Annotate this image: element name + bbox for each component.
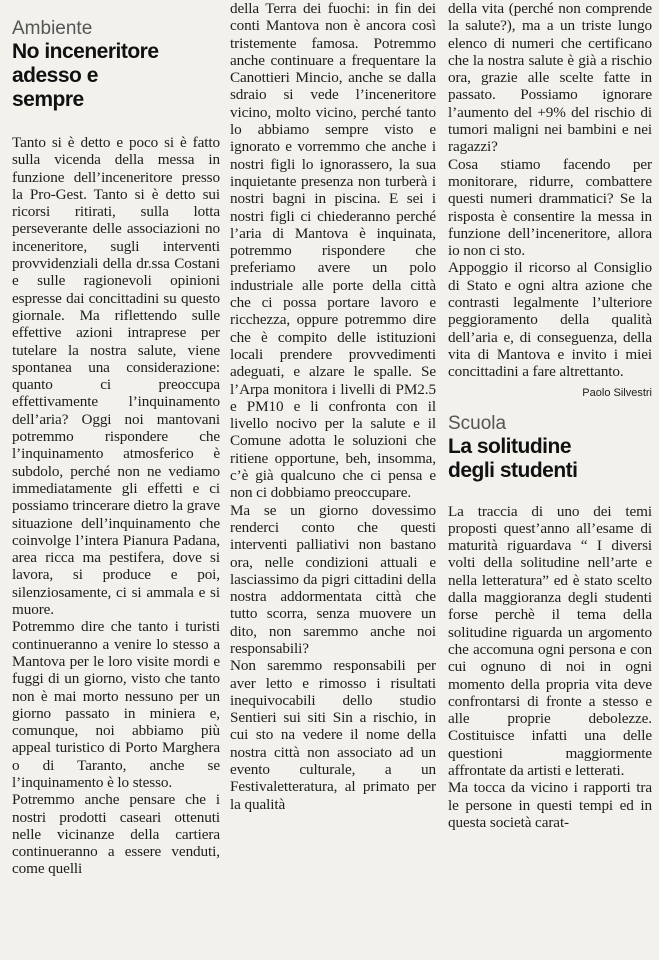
article-body (12, 134, 220, 878)
paragraph: Cosa stiamo facendo per monitorare, ridurre, combattere questi numeri drammatici? Se la risposta è consentire la messa in funzione dell’inceneritore, allora io non ci sto. (448, 155, 652, 260)
paragraph: La traccia di uno dei temi proposti quest’anno all’esame di maturità riguardava “ I diversi volti della solitudine nell’arte e nella letteratura” ed è stato scelto dalla maggioranza degli studenti forse perchè il tema della solitudine riguarda un argomento che accomuna ogni persona e con cui ognuno di noi in ogni momento della propria vita deve confrontarsi di fronte a stesso e alle proprie debolezze. Costituisce infatti una delle questioni maggiormente affrontate da artisti e letterati. (448, 502, 652, 779)
paragraph: Potremmo anche pensare che i nostri prodotti caseari ottenuti nelle vicinanze della cartiera continueranno a essere venduti, come quelli (12, 791, 220, 878)
article-headline: La solitudine degli studenti (448, 434, 578, 482)
article-headline: No inceneritore adesso e sempre (12, 40, 159, 111)
paragraph: della vita (perché non comprende la salute?), ma a un triste lungo elenco di numeri che certificano che la nostra salute è già a rischio ora, grazie alle scelte fatte in passato. Possiamo ignorare l’aumento del +9% del rischio di tumori maligni nei bambini e nei ragazzi? (448, 0, 652, 156)
paragraph: Appoggio il ricorso al Consiglio di Stato e ogni altra azione che contrasti legalmente l’ulteriore peggioramento della qualità dell’aria e, di conseguenza, della vita di Mantova e invito i miei concittadini a fare altrettanto. (448, 259, 652, 381)
column-3 (448, 0, 652, 831)
paragraph: Ma tocca da vicino i rapporti tra le persone in questi tempi ed in questa società carat- (448, 779, 652, 831)
article-kicker: Ambiente (12, 18, 93, 39)
column-1 (12, 0, 220, 878)
column-2 (230, 0, 436, 813)
article-body (448, 503, 652, 832)
article-kicker: Scuola (448, 412, 507, 434)
article-body (230, 0, 436, 813)
article-signature: Paolo Silvestri (582, 386, 652, 399)
paragraph: Non saremmo responsabili per aver letto e rimosso i risultati inequivocabili dello studio Sentieri sui siti Sin a rischio, in cui sto na vedere il nome della nostra città non associato ad un evento culturale, a un Festivaletteratura, al primato per la qualità (230, 657, 436, 813)
paragraph: Tanto si è detto e poco si è fatto sulla vicenda della messa in funzione dell’inceneritore presso la Pro-Gest. Tanto si è detto sui ricorsi ritirati, sulla lotta perseverante delle associazioni no inceneritore, sugli interventi provvidenziali della dr.ssa Costani e sulle ragionevoli opinioni espresse dai concittadini su questo giornale. Ma riflettendo sulle effettive azioni intraprese per tutelare la nostra salute, viene spontanea una considerazione: quanto ci preoccupa effettivamente l’inquinamento dell’aria? Oggi noi mantovani potremmo rispondere che l’inquinamento atmosferico è subdolo, perché non ne vediamo immediatamente gli effetti e ci possiamo trincerare dietro la grave situazione dell’inquinamento che coinvolge l’intera Pianura Padana, area ricca ma pestifera, dove si lavora, si produce e poi, silenziosamente, ci si ammala e si muore. (12, 134, 220, 619)
paragraph: Ma se un giorno dovessimo renderci conto che questi interventi palliativi non bastano ora, nelle condizioni attuali e lasciassimo da pigri cittadini della nostra addormentata città che tutto scorra, senza muovere un dito, non saremmo anche noi responsabili? (230, 501, 436, 657)
paragraph: della Terra dei fuochi: in fin dei conti Mantova non è ancora così tristemente famosa. Potremmo anche continuare a frequentare la Canottieri Mincio, anche se dalla sdraio si vede l’inceneritore vicino, molto vicino, perché tanto lo abbiamo sempre visto e ignorato e vorremmo che anche i nostri figli lo ignorassero, la sua inquietante presenza non turberà i nostri bagni in piscina. E sei i nostri figli ci chiederanno perché l’aria di Mantova è inquinata, potremmo rispondere che preferiamo avere un polo industriale alle porte della città che ci possa portare lavoro e ricchezza, oppure potremmo dire che è compito delle istituzioni locali prendere provvedimenti adeguati, e alzare le spalle. Se l’Arpa monitora i livelli di PM2.5 e PM10 e li confronta con il livello nocivo per la salute e il Comune adotta le soluzioni che ritiene opportune, beh, insomma, c’è già qualcuno che ci pensa e non ci dobbiamo preoccupare. (230, 0, 436, 502)
paragraph: Potremmo dire che tanto i turisti continueranno a venire lo stesso a Mantova per le loro visite mordi e fuggi di un giorno, visto che tanto non è mai morto nessuno per un giorno passato in miniera e, comunque, noi abbiamo più appeal turistico di Porto Marghera o di Taranto, anche se l’inquinamento è lo stesso. (12, 618, 220, 791)
article-body (448, 0, 652, 381)
